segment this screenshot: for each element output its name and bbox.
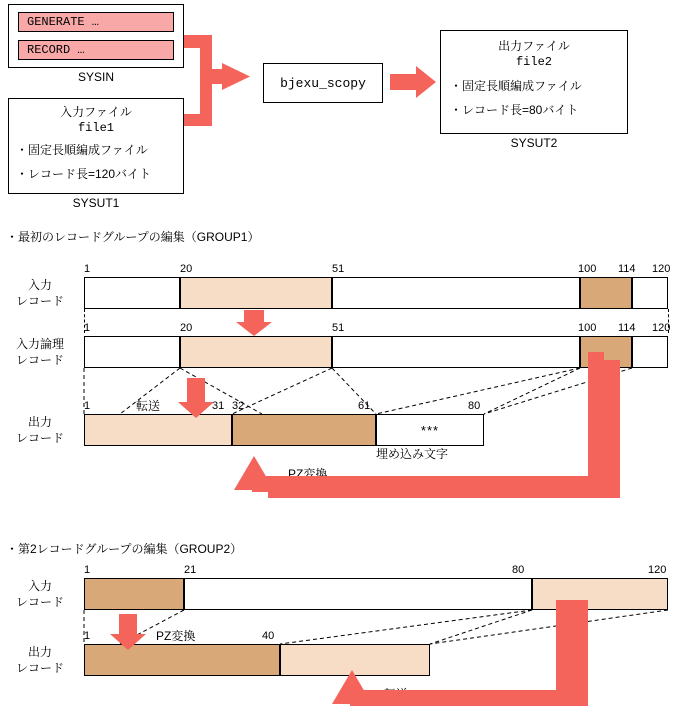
group1-input-tick-100: 100 bbox=[578, 263, 597, 275]
group2-input-label-1: 入力 bbox=[28, 579, 53, 593]
group1-logical-label-2: レコード bbox=[16, 353, 65, 367]
sysut2-line-4: ・レコード長=80バイト bbox=[450, 103, 579, 117]
group2-input-label-2: レコード bbox=[16, 595, 65, 609]
group2-output-label-2: レコード bbox=[16, 661, 65, 675]
group1-input-tick-51: 51 bbox=[332, 263, 345, 275]
group1-logical-tick-20: 20 bbox=[180, 322, 193, 334]
group1-input-label-1: 入力 bbox=[28, 278, 53, 292]
group1-output-tick-32: 32 bbox=[232, 400, 245, 412]
group2-input-tick-21: 21 bbox=[184, 564, 197, 576]
group2-title: ・第2レコードグループの編集（GROUP2） bbox=[6, 542, 243, 556]
group1-output-tick-31: 31 bbox=[212, 400, 225, 412]
group1-annot-pz: PZ変換 bbox=[288, 467, 328, 481]
group1-logical-tick-120: 120 bbox=[652, 322, 671, 334]
group1-logical-label-1: 入力論理 bbox=[16, 337, 65, 351]
group1-input-tick-20: 20 bbox=[180, 263, 193, 275]
group1-logical-tick-51: 51 bbox=[332, 322, 345, 334]
group1-output-tick-1: 1 bbox=[84, 400, 91, 412]
sysut2-line-1: 出力ファイル bbox=[498, 39, 570, 53]
sysut2-caption: SYSUT2 bbox=[510, 136, 558, 150]
group1-annot-tensou: 転送 bbox=[136, 399, 161, 413]
group2-input-tick-120: 120 bbox=[648, 564, 667, 576]
group1-output-tick-61: 61 bbox=[358, 400, 371, 412]
sysut1-line-3: ・固定長順編成ファイル bbox=[16, 143, 148, 157]
sysut1-line-4: ・レコード長=120バイト bbox=[16, 167, 152, 181]
sysin-row-record: RECORD … bbox=[18, 40, 174, 60]
command-box: bjexu_scopy bbox=[263, 63, 383, 103]
group2-output-tick-1: 1 bbox=[84, 630, 91, 642]
group2-input-tick-1: 1 bbox=[84, 564, 91, 576]
sysin-caption: SYSIN bbox=[77, 70, 114, 84]
group1-output-label-1: 出力 bbox=[28, 415, 53, 429]
group1-logical-tick-1: 1 bbox=[84, 322, 91, 334]
sysut1-caption: SYSUT1 bbox=[72, 196, 120, 210]
group1-output-tick-80: 80 bbox=[468, 400, 481, 412]
sysut1-line-1: 入力ファイル bbox=[60, 105, 132, 119]
sysut2-line-3: ・固定長順編成ファイル bbox=[450, 79, 582, 93]
group1-input-tick-1: 1 bbox=[84, 263, 91, 275]
group2-annot-pz: PZ変換 bbox=[156, 629, 196, 643]
group1-title: ・最初のレコードグループの編集（GROUP1） bbox=[6, 230, 260, 244]
group1-input-tick-120: 120 bbox=[652, 263, 671, 275]
group1-fill-chars: *** bbox=[420, 422, 440, 438]
group1-annot-fill: 埋め込み文字 bbox=[376, 447, 449, 461]
sysut2-line-2: file2 bbox=[515, 55, 552, 69]
group2-input-tick-80: 80 bbox=[512, 564, 525, 576]
group2-output-label-1: 出力 bbox=[28, 645, 53, 659]
sysin-row-generate: GENERATE … bbox=[18, 12, 174, 32]
sysut1-line-2: file1 bbox=[77, 121, 114, 135]
group1-output-label-2: レコード bbox=[16, 431, 65, 445]
group1-input-label-2: レコード bbox=[16, 294, 65, 308]
group1-logical-tick-114: 114 bbox=[618, 322, 636, 334]
group1-input-tick-114: 114 bbox=[618, 263, 636, 275]
group1-logical-tick-100: 100 bbox=[578, 322, 597, 334]
group2-output-tick-40: 40 bbox=[262, 630, 275, 642]
